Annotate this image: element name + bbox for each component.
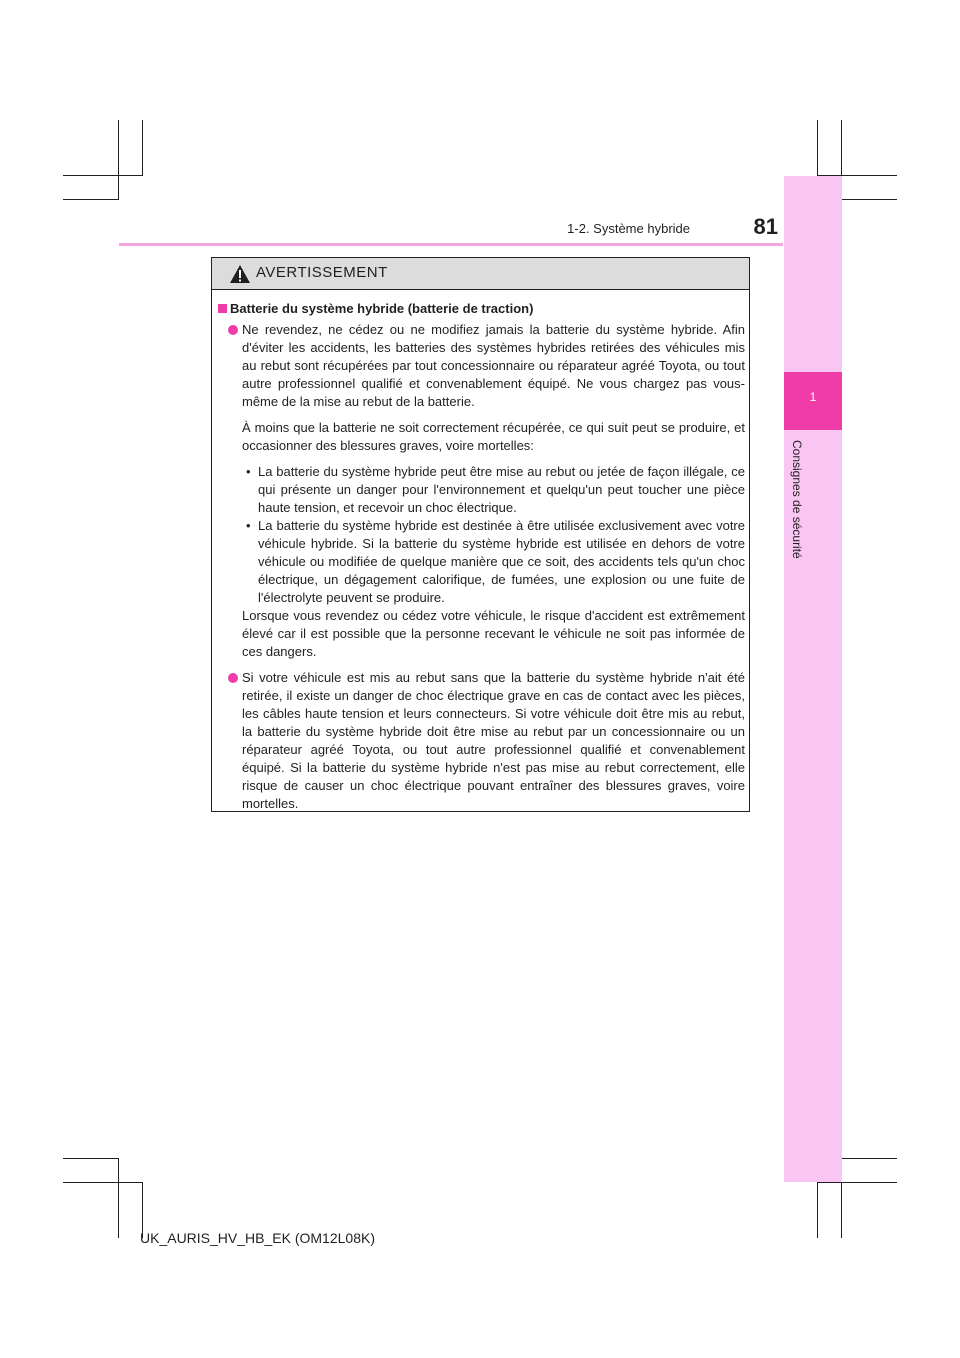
warning-title: AVERTISSEMENT (256, 264, 388, 281)
crop-mark (63, 1158, 118, 1159)
chapter-title-container (788, 440, 804, 590)
chapter-sidebar (784, 176, 842, 1182)
crop-mark (63, 199, 118, 200)
warning-box (211, 257, 750, 812)
crop-mark (841, 199, 897, 200)
sub-item-text: La batterie du système hybride est destinée à être utilisée exclusivement avec votre véhicule hybride. Si la batterie du système hybride est utilisée en dehors de votre véhicule ou modifiée de quelque manière que ce soit, des accidents tels qu'un choc électrique, un dégagement calorifique, de fumées, une explosion ou une fuite de l'électrolyte peuvent se produire. (258, 518, 745, 605)
bullet-text: Ne revendez, ne cédez ou ne modifiez jamais la batterie du système hybride. Afin d'éviter les accidents, les batteries des systèmes hybrides retirées des véhicules mis au rebut sont récupérées par tout concessionnaire ou réparateur agréé Toyota, ou tout autre professionnel qualifié et convenablement équipé. Ne vous chargez pas vous-même de la mise au rebut de la batterie. (242, 322, 745, 409)
page-number: 81 (753, 214, 778, 239)
chapter-title: Consignes de sécurité (790, 440, 804, 559)
paragraph: Lorsque vous revendez ou cédez votre véhicule, le risque d'accident est extrêmement élevé car il est possible que la personne recevant le véhicule ne soit pas informée de ces dangers. (242, 608, 745, 659)
chapter-number: 1 (809, 390, 817, 404)
chapter-number-tab[interactable] (784, 372, 842, 430)
dot-marker: • (246, 518, 251, 533)
crop-mark (118, 1158, 119, 1238)
document-code: UK_AURIS_HV_HB_EK (OM12L08K) (140, 1230, 375, 1246)
crop-mark (817, 1183, 818, 1238)
header-rule (119, 243, 783, 246)
circle-bullet-icon (228, 325, 238, 335)
warning-heading-row (218, 300, 745, 318)
crop-mark (142, 120, 143, 175)
warning-triangle-icon (229, 264, 251, 284)
warning-header (212, 258, 749, 290)
sub-list-item (218, 463, 745, 517)
list-item (218, 321, 745, 411)
crop-mark (63, 175, 143, 176)
square-bullet-icon (218, 304, 227, 313)
section-title: 1-2. Système hybride (567, 221, 690, 236)
bullet-text: Si votre véhicule est mis au rebut sans que la batterie du système hybride n'ait été retirée, il existe un danger de choc électrique grave en cas de contact avec les pièces, les câbles haute tension et leurs connecteurs. Si votre véhicule doit être mis au rebut, la batterie du système hybride doit être mise au rebut par un concessionnaire ou un réparateur agréé Toyota, ou tout autre professionnel qualifié et convenablement équipé. Si la batterie du système hybride n'est pas mise au rebut correctement, elle risque de causer un choc électrique pouvant entraîner des blessures graves, voire mortelles. (242, 670, 745, 811)
crop-mark (817, 120, 818, 176)
crop-mark (817, 1182, 897, 1183)
circle-bullet-icon (228, 673, 238, 683)
paragraph: À moins que la batterie ne soit correctement récupérée, ce qui suit peut se produire, et occasionner des blessures graves, voire mortelles: (242, 420, 745, 453)
crop-mark (842, 1158, 897, 1159)
list-item (218, 669, 745, 813)
crop-mark (63, 1182, 143, 1183)
dot-marker: • (246, 464, 251, 479)
sub-list-item (218, 517, 745, 607)
sub-item-text: La batterie du système hybride peut être mise au rebut ou jetée de façon illégale, ce qui présente un danger pour l'environnement et quelqu'un peut toucher une pièce haute tension, et recevoir un choc électrique. (258, 464, 745, 515)
crop-mark (118, 120, 119, 200)
warning-content (218, 300, 745, 813)
warning-heading: Batterie du système hybride (batterie de traction) (230, 301, 534, 316)
